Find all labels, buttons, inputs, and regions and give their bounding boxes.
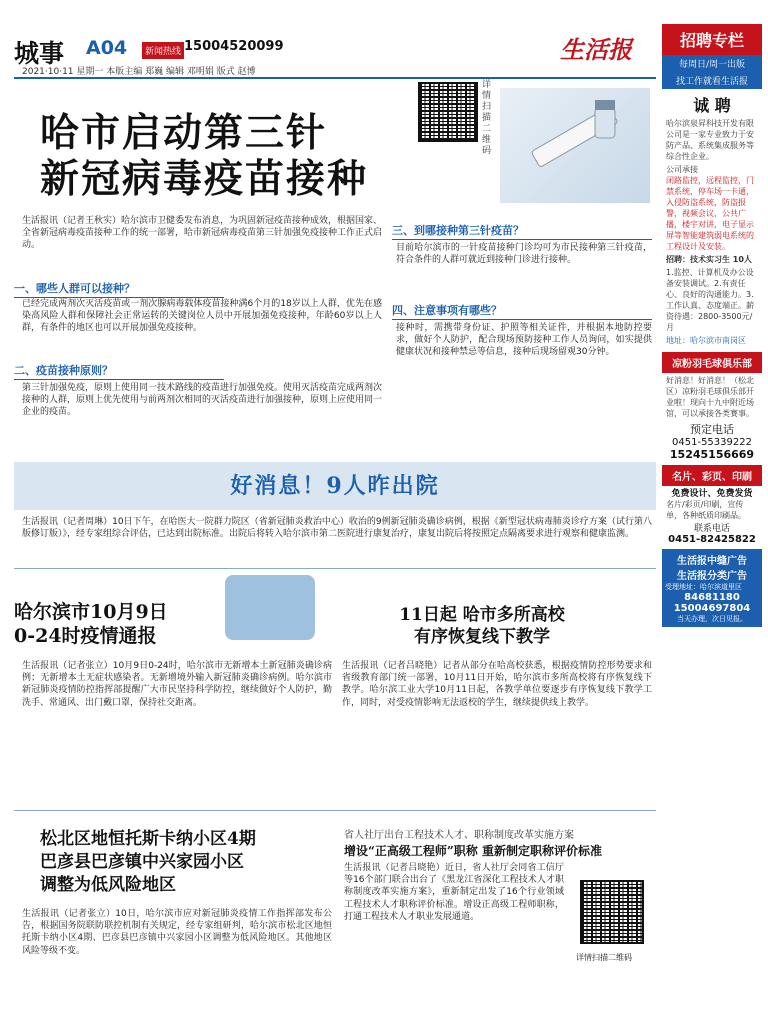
section4-text: 接种时，需携带身份证、护照等相关证件，并根据本地防控要求，做好个人防护，配合现场预防接种工作人员询问，如实提供健康状况和接种禁忌等信息，接种后现场留观30分钟。 <box>396 323 652 358</box>
reserve-phone-1: 0451-55339222 <box>672 437 752 448</box>
scan-caption: 详情扫描二维码 <box>482 80 492 156</box>
section-title: 城事 <box>14 39 65 68</box>
header-rule <box>14 77 656 79</box>
sidebar-schedule: 每周日/周一出版 <box>662 55 762 72</box>
reserve-phone-2: 15245156669 <box>669 448 755 461</box>
section1-text: 已经完成两剂次灭活疫苗或一剂次腺病毒载体疫苗接种满6个月的18岁以上人群，优先在感染高风险人群和保障社会正常运转的关键岗位人员中开展加强免疫接种，年龄60岁以上人群，有条件的地区也可以开展加强免疫接种。 <box>22 299 382 334</box>
classified-note: 当天办理，次日见报。 <box>677 615 747 623</box>
story-c-title-line1: 松北区地恒托斯卡纳小区4期 <box>40 829 256 849</box>
story-c-title-line3: 调整为低风险地区 <box>40 875 176 895</box>
print-ad-title: 名片、彩页、印刷 <box>662 465 762 486</box>
print-ad-contact: 联系电话 <box>693 524 730 534</box>
recruit-job-desc: 1.监控、计算机及办公设备安装调试。2.有责任心、良好的沟通能力。3.工作认真、态度端正。薪资待遇：2800-3500元/月 <box>666 268 754 332</box>
story-d-qr-caption: 详情扫描二维码 <box>576 953 632 962</box>
hotline-number: 15004520099 <box>184 39 284 54</box>
section2-heading: 二、疫苗接种原则？ <box>14 362 224 380</box>
classified-title-1: 生活报中缝广告 <box>677 556 747 567</box>
story-c-title-line2: 巴彦县巴彦镇中兴家园小区 <box>40 852 244 872</box>
story-b-title <box>362 604 602 648</box>
story-a-title <box>14 600 168 648</box>
story-c-title <box>40 828 256 897</box>
recruit-title: 诚 聘 <box>693 96 731 115</box>
main-headline <box>40 110 368 202</box>
syringe-icon <box>500 88 650 203</box>
qr-code-icon <box>580 880 644 944</box>
lead-paragraph: 生活报讯（记者王秋实）哈尔滨市卫健委发布消息，为巩固新冠疫苗接种成效，根据国家、全省新冠病毒疫苗接种工作的统一部署，哈市新冠病毒疫苗第三针加强免疫接种工作正式启动。 <box>22 216 383 251</box>
ad-sidebar <box>662 24 762 1009</box>
story-d-kicker: 省人社厅出台工程技术人才、职称制度改革实施方案 <box>344 830 574 841</box>
vaccine-photo <box>500 88 650 203</box>
sidebar-slogan: 找工作就看生活报 <box>662 72 762 89</box>
classified-phone-2: 15004697804 <box>673 603 751 614</box>
hotline-badge: 新闻热线 <box>142 42 184 59</box>
story-a-text: 生活报讯（记者张立）10月9日0-24时，哈尔滨市无新增本土新冠肺炎确诊病例；无新增本土无症状感染者。无新增境外输入新冠肺炎确诊病例。哈尔滨市新冠肺炎疫情防控指挥部提醒广大市民坚持科学防控，继续做好个人防护，勤洗手、常通风、出门戴口罩，保持社交距离。 <box>22 661 332 708</box>
face-mask-icon <box>225 575 315 640</box>
print-ad-text: 名片/彩页/印刷，宣传单，各种纸质印刷品。 <box>666 500 746 520</box>
recruit-line2: 闭路监控，远程监控，门禁系统，停车场一卡通，入侵防盗系统，防盗报警，视频会议，公共广播，楼宇对讲，电子显示屏等智能建筑弱电系统的工程设计及安装。 <box>666 176 754 251</box>
divider <box>14 810 656 811</box>
section3-heading: 三、到哪接种第三针疫苗？ <box>392 222 652 240</box>
story-a-title-line1: 哈尔滨市10月9日 <box>14 601 168 623</box>
club-title: 凉粉羽毛球俱乐部 <box>662 352 762 373</box>
classified-address: 受理地址：哈尔滨道里区 <box>665 583 742 591</box>
club-text: 好消息！好消息！（松北区）凉粉羽毛球俱乐部开业啦！现向十九中附近场馆，可以承接各类赛事。 <box>666 376 754 418</box>
divider <box>14 568 656 569</box>
recruit-intro: 哈尔滨泉昇科技开发有限公司是一家专业致力于安防产品、系统集成服务等综合性企业。 <box>666 119 754 161</box>
story-c-text: 生活报讯（记者张立）10日，哈尔滨市应对新冠肺炎疫情工作指挥部发布公告，根据国务院联防联控机制有关规定，经专家组研判，哈尔滨市松北区地恒托斯卡纳小区4期、巴彦县巴彦镇中兴家园小区调整为低风险地区。其他地区风险等级不变。 <box>22 909 332 956</box>
recruit-line1: 公司承接 <box>666 165 698 174</box>
dateline: 2021·10·11 星期一 本版主编 郑巍 编辑 邓明娟 版式 赵博 <box>22 67 256 77</box>
story-b-text: 生活报讯（记者吕晓艳）记者从部分在哈高校获悉，根据疫情防控形势要求和省级教育部门统一部署，10月11日开始，哈尔滨市多所高校将有序恢复线下教学。哈尔滨工业大学10月11日起，各教学单位要逐步有序恢复线下教学工作，同时，对受疫情影响无法返校的学生，继续提供线上教学。 <box>342 661 652 708</box>
section3-text: 目前哈尔滨市的一针疫苗接种门诊均可为市民接种第三针疫苗，符合条件的人群可就近到接种门诊进行接种。 <box>396 243 652 266</box>
reserve-label: 预定电话 <box>690 423 734 436</box>
section2-text: 第三针加强免疫，原则上使用同一技术路线的疫苗进行加强免疫。使用灭活疫苗完成两剂次接种的人群，原则上优先使用与前两剂次相同的灭活疫苗进行加强接种，原则上应使用同一企业的疫苗。 <box>22 383 383 418</box>
section1-heading: 一、哪些人群可以接种？ <box>14 280 224 298</box>
qr-code-icon <box>418 82 478 142</box>
print-ad-sub: 免费设计、免费发货 <box>671 489 753 499</box>
good-news-banner: 好消息！9人昨出院 <box>14 462 656 510</box>
print-ad-phone: 0451-82425822 <box>668 534 756 545</box>
story-b-title-line2: 有序恢复线下教学 <box>414 627 550 647</box>
newspaper-logo: 生活报 <box>560 35 632 64</box>
recruit-job: 招聘：技术实习生 10人 <box>666 255 752 264</box>
story-a-title-line2: 0-24时疫情通报 <box>14 625 157 647</box>
good-news-text: 生活报讯（记者周琳）10日下午，在哈医大一院群力院区（省新冠肺炎救治中心）收治的9例新冠肺炎确诊病例，根据《新型冠状病毒肺炎诊疗方案（试行第八版修订版）》，经专家组综合评估，已达到出院标准。出院后将转入哈尔滨市第二医院进行康复治疗，康复出院后将按照定点隔离要求进行观察和健康监测。 <box>22 517 652 540</box>
story-b-title-line1: 11日起 哈市多所高校 <box>399 605 565 625</box>
sidebar-title: 招聘专栏 <box>662 24 762 55</box>
headline-line1: 哈市启动第三针 <box>40 110 328 156</box>
section4-heading: 四、注意事项有哪些？ <box>392 302 652 320</box>
headline-line2: 新冠病毒疫苗接种 <box>40 156 369 202</box>
story-d-title: 增设“正高级工程师”职称 重新制定职称评价标准 <box>344 844 602 858</box>
recruit-address: 地址：哈尔滨市南岗区 <box>666 336 746 345</box>
story-d-text: 生活报讯（记者吕晓艳）近日，省人社厅会同省工信厅等16个部门联合出台了《黑龙江省深化工程技术人才职称制度改革实施方案》，重新制定出发了16个行业领域工程技术人才职称评价标准。增设正高级工程师职称，打通工程技术人才职业发展通道。 <box>344 863 564 922</box>
classified-phone-1: 84681180 <box>684 592 740 603</box>
classified-title-2: 生活报分类广告 <box>677 571 747 582</box>
page-number: A04 <box>86 37 128 59</box>
